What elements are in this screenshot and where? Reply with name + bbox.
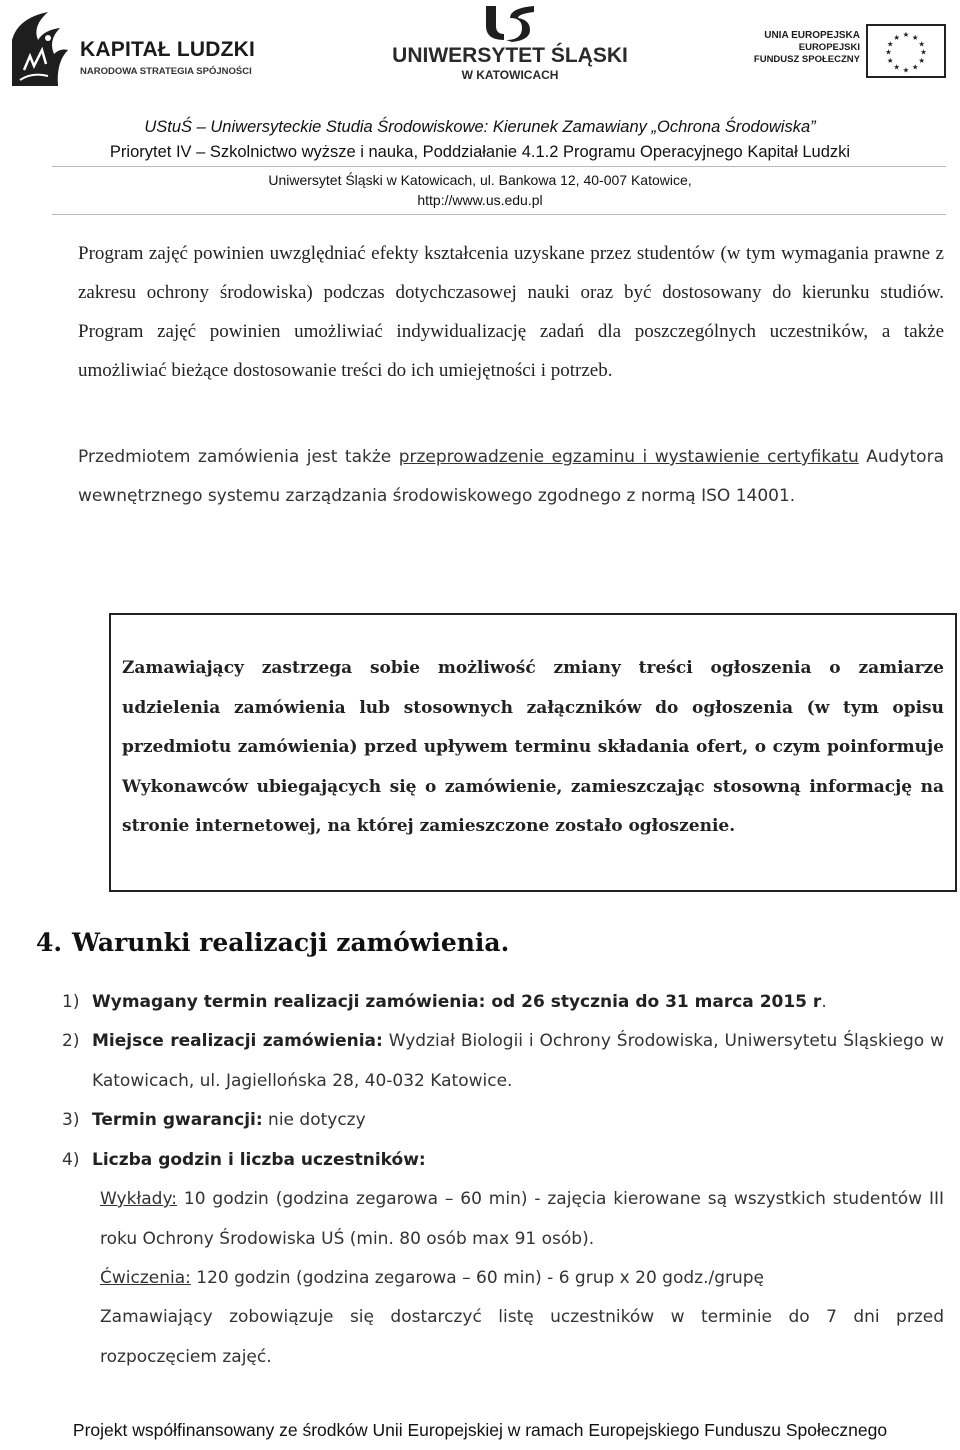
svg-text:★: ★ [920, 47, 927, 57]
kapital-ludzki-logo [8, 10, 268, 90]
list-item-number: 2) [62, 1031, 80, 1051]
kapital-ludzki-title: KAPITAŁ LUDZKI [80, 38, 256, 61]
svg-text:★: ★ [893, 32, 901, 42]
address-line: Uniwersytet Śląski w Katowicach, ul. Bankowa 12, 40-007 Katowice, [268, 172, 692, 188]
eu-line-2: EUROPEJSKI [798, 42, 860, 53]
list-item-label: Liczba godzin i liczba uczestników: [92, 1150, 426, 1170]
project-title: UStuŚ – Uniwersyteckie Studia Środowiskowe: Kierunek Zamawiany „Ochrona Środowiska” [144, 118, 816, 136]
header-divider [52, 214, 946, 215]
section-title: Warunki realizacji zamówienia. [72, 928, 510, 957]
svg-text:★: ★ [918, 39, 926, 49]
svg-text:★: ★ [902, 65, 910, 75]
list-item-label: Wymagany termin realizacji zamówienia: od 26 stycznia do 31 marca 2015 r [92, 992, 822, 1012]
list-item-number: 1) [62, 992, 80, 1012]
website-line: http://www.us.edu.pl [417, 192, 543, 208]
list-item [62, 1100, 944, 1140]
footer-text: Projekt współfinansowany ze środków Unii Europejskiej w ramach Europejskiego Funduszu Społecznego [72, 1420, 888, 1440]
lectures-paragraph [100, 1180, 944, 1259]
list-item-label: Termin gwarancji: [92, 1110, 263, 1130]
kapital-ludzki-subtitle: NARODOWA STRATEGIA SPÓJNOŚCI [80, 66, 252, 77]
list-item [62, 982, 944, 1022]
svg-text:★: ★ [893, 62, 901, 72]
kapital-ludzki-emblem-icon [8, 10, 70, 88]
exercises-paragraph [100, 1259, 944, 1299]
list-item-number: 3) [62, 1110, 80, 1130]
list-item [62, 1021, 944, 1101]
lectures-label: Wykłady: [100, 1189, 178, 1209]
notice-text: Zamawiający zastrzega sobie możliwość zmiany treści ogłoszenia o zamiarze udzielenia zamówienia lub stosownych załączników do ogłoszenia (w tym opisu przedmiotu zamówienia) przed upływem terminu składania ofert, o czym poinformuje Wykonawców ubiegających się o zamówienie, zamieszczając stosowną informację na stronie internetowej, na której zamieszczone zostało ogłoszenie. [122, 658, 944, 836]
list-item-number: 4) [62, 1150, 80, 1170]
list-item [62, 1140, 944, 1180]
program-paragraph: Program zajęć powinien uwzględniać efekty kształcenia uzyskane przez studentów (w tym wymagania prawne z zakresu ochrony środowiska) podczas dotychczasowej nauki oraz być dostosowany do kierunku studiów. Program zajęć powinien umożliwiać indywidualizację zadań dla poszczególnych uczestników, a także umożliwiać bieżące dostosowanie treści do ich umiejętności i potrzeb. [78, 243, 944, 381]
eu-line-3: FUNDUSZ SPOŁECZNY [753, 54, 860, 65]
subject-text-start: Przedmiotem zamówienia jest także [78, 447, 399, 467]
header-divider [52, 166, 946, 167]
lectures-text: 10 godzin (godzina zegarowa – 60 min) - zajęcia kierowane są wszystkich studentów III roku Ochrony Środowiska UŚ (min. 80 osób max 91 osób). [100, 1189, 944, 1249]
university-name: UNIWERSYTET ŚLĄSKI [392, 44, 628, 67]
obligation-paragraph: Zamawiający zobowiązuje się dostarczyć listę uczestników w terminie do 7 dni przed rozpoczęciem zajęć. [100, 1307, 944, 1367]
svg-text:★: ★ [911, 62, 919, 72]
svg-text:★: ★ [902, 30, 910, 40]
eu-fund-logo [748, 24, 948, 80]
list-item-text: nie dotyczy [262, 1110, 366, 1130]
section-number: 4. [36, 928, 63, 957]
subject-text-end: Audytora wewnętrznego systemu zarządzania środowiskowego zgodnego z normą ISO 14001. [78, 447, 944, 506]
exercises-label: Ćwiczenia: [100, 1268, 191, 1288]
list-item-label: Miejsce realizacji zamówienia: [92, 1031, 383, 1051]
svg-text:★: ★ [911, 32, 919, 42]
list-item-text: . [821, 992, 827, 1012]
svg-text:★: ★ [885, 47, 892, 57]
svg-text:★: ★ [886, 39, 894, 49]
subject-paragraph [78, 438, 944, 516]
section-heading [36, 928, 509, 957]
notice-box [109, 613, 957, 892]
svg-text:★: ★ [886, 56, 894, 66]
exercises-text: 120 godzin (godzina zegarowa – 60 min) - 6 grup x 20 godz./grupę [190, 1268, 765, 1288]
university-city: W KATOWICACH [461, 68, 559, 82]
university-logo [390, 4, 630, 84]
eu-fund-text [748, 30, 860, 66]
svg-text:★: ★ [918, 56, 926, 66]
subject-underlined-text: przeprowadzenie egzaminu i wystawienie certyfikatu [398, 447, 859, 467]
university-emblem-icon [482, 4, 538, 42]
eu-line-1: UNIA EUROPEJSKA [764, 30, 860, 41]
eu-flag-icon [866, 24, 946, 78]
list-item-text: Wydział Biologii i Ochrony Środowiska, Uniwersytetu Śląskiego w Katowicach, ul. Jagiellońska 28, 40-032 Katowice. [92, 1031, 944, 1091]
priority-line: Priorytet IV – Szkolnictwo wyższe i nauka, Poddziałanie 4.1.2 Programu Operacyjnego Kapitał Ludzki [109, 143, 851, 161]
